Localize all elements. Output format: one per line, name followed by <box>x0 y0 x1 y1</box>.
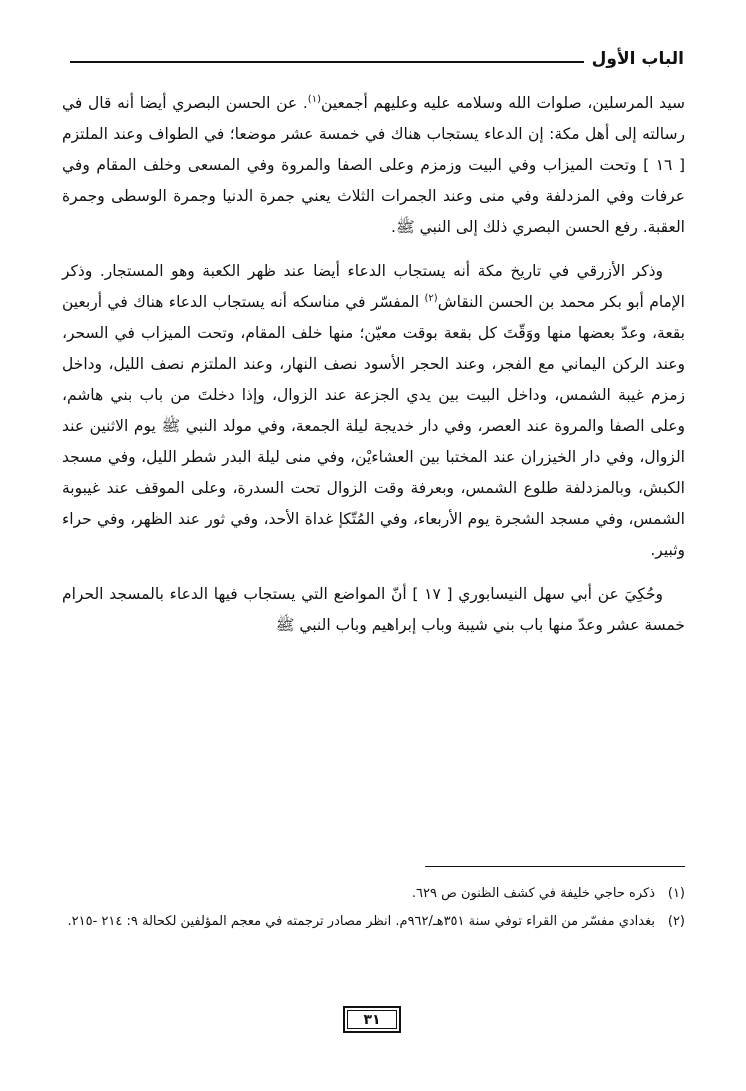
body-text <box>62 88 685 641</box>
paragraph-1: سيد المرسلين، صلوات الله وسلامه عليه وعليهم أجمعين$^{(١)}$. عن الحسن البصري أيضا أنه قال في رسالته إلى أهل مكة: إن الدعاء يستجاب هناك في خمسة عشر موضعا؛ في الطواف وعند الملتزم [ ١٦ ] وتحت الميزاب وفي البيت وزمزم وعلى الصفا والمروة وفي المسعى وخلف المقام وفي عرفات وفي المزدلفة وفي منى وعند الجمرات الثلاث يعني جمرة الدنيا وجمرة الوسطى وجمرة العقبة. رفع الحسن البصري ذلك إلى النبي ﷺ. <box>62 93 685 236</box>
footnote-text: ذكره حاجي خليفة في كشف الظنون ص ٦٢٩. <box>411 886 655 901</box>
footnote-ref-2: (٢) <box>424 292 438 304</box>
footnote-2 <box>62 908 685 936</box>
chapter-title: الباب الأول <box>591 49 684 69</box>
page-number: ٣١ <box>363 1011 381 1028</box>
page-number-box <box>343 1006 401 1033</box>
paragraph-2: وذكر الأزرقي في تاريخ مكة أنه يستجاب الدعاء أيضا عند ظهر الكعبة وهو المستجار. وذكر الإمام أبو بكر محمد بن الحسن النقاش$^{(٢)}$ المفسّر في مناسكه أنه يستجاب الدعاء هناك في أربعين بقعة، وعدّ بعضها منها ووَقّتَ كل بقعة بوقت معيّن؛ منها خلف المقام، وتحت الميزاب في السحر، وعند الركن اليماني مع الفجر، وعند الحجر الأسود نصف النهار، وعند الملتزم نصف الليل، وداخل زمزم غيبة الشمس، وداخل البيت بين يدي الجزعة عند الزوال، وإذا دخلتَ من باب بني هاشم، وعلى الصفا والمروة عند العصر، وفي دار خديجة ليلة الجمعة، وفي مولد النبي ﷺ يوم الاثنين عند الزوال، وفي دار الخيزران عند المختبا بين العشاءيْن، وفي منى ليلة البدر شطر الليل، وفي مسجد الكبش، وبالمزدلفة طلوع الشمس، وبعرفة وقت الزوال تحت السدرة، وعلى الموقف عند غيبوبة الشمس، وفي مسجد الشجرة يوم الأربعاء، وفي المُتّكإ غداة الأحد، وفي ثور عند الظهر، وفي حراء وثبير. <box>62 262 685 559</box>
running-header <box>70 44 684 74</box>
footnotes <box>62 880 685 936</box>
footnote-number: (١) <box>667 886 685 901</box>
header-rule <box>70 61 584 63</box>
paragraph-3: وحُكِيَ عن أبي سهل النيسابوري [ ١٧ ] أنّ المواضع التي يستجاب فيها الدعاء بالمسجد الحرام خمسة عشر وعدّ منها باب بني شيبة وباب إبراهيم وباب النبي ﷺ <box>62 585 685 634</box>
footnote-number: (٢) <box>667 914 685 929</box>
footnote-separator <box>425 866 685 867</box>
footnote-1 <box>62 880 685 908</box>
footnote-ref-1: (١) <box>307 93 321 105</box>
footnote-text: بغدادي مفسّر من القراء توفي سنة ٣٥١هـ/٩٦٢م. انظر مصادر ترجمته في معجم المؤلفين لكحالة ٩: ٢١٤ -٢١٥. <box>67 914 655 929</box>
